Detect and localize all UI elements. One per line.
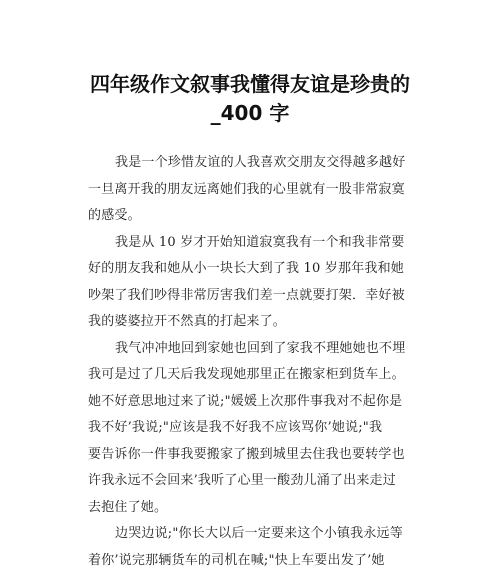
- body-line: 着你’说完那辆货车的司机在喊;"快上车要出发了’她: [88, 548, 418, 574]
- body-line: 我可是过了几天后我发现她那里正在搬家柜到货车上。: [88, 362, 418, 389]
- body-line: 一旦离开我的朋友远离她们我的心里就有一股非常寂寞: [88, 177, 418, 204]
- body-line: 的感受。: [88, 203, 418, 230]
- body-line: 好的朋友我和她从小一块长大到了我 10 岁那年我和她: [88, 256, 418, 283]
- body-line: 我是一个珍惜友谊的人我喜欢交朋友交得越多越好: [88, 150, 418, 177]
- body-line: 我气冲冲地回到家她也回到了家我不理她她也不埋: [88, 336, 418, 363]
- body-line: 我的婆婆拉开不然真的打起来了。: [88, 309, 418, 336]
- body-line: 她不好意思地过来了说;"媛媛上次那件事我对不起你是: [88, 389, 418, 416]
- body-line: 去抱住了她。: [88, 495, 418, 522]
- body-line: 边哭边说;"你长大以后一定要来这个小镇我永远等: [88, 521, 418, 548]
- body-line: 许我永远不会回来’我听了心里一酸劲儿涌了出来走过: [88, 468, 418, 495]
- document-body: [88, 150, 418, 574]
- body-line: 吵架了我们吵得非常厉害我们差一点就要打架．幸好被: [88, 283, 418, 310]
- document-title-line1: 四年级作文叙事我懂得友谊是珍贵的: [60, 68, 440, 97]
- document-title-line2: _400 字: [60, 97, 440, 126]
- body-line: 要告诉你一件事我要搬家了搬到城里去住我也要转学也: [88, 442, 418, 469]
- body-line: 我不好’我说;"应该是我不好我不应该骂你’她说;"我: [88, 415, 418, 442]
- body-line: 我是从 10 岁才开始知道寂寞我有一个和我非常要: [88, 230, 418, 257]
